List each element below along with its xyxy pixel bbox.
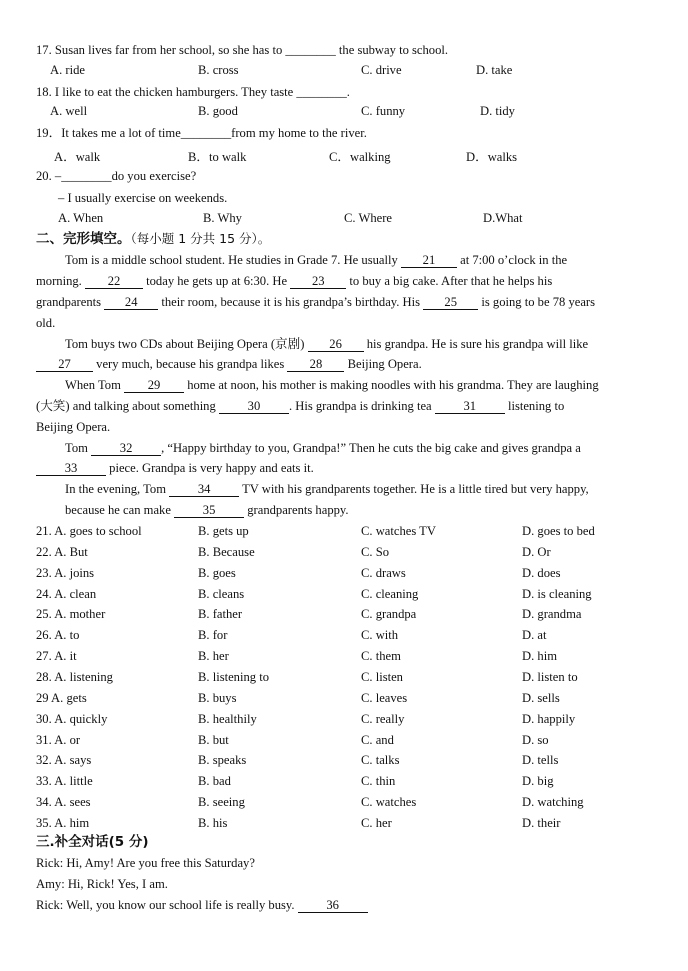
cloze-option-28-b: B. listening to: [198, 669, 270, 684]
cloze-option-23-a: 23. A. joins: [36, 565, 95, 580]
question-17-option-d: D. take: [476, 63, 513, 77]
question-20-option-a: A. When: [58, 211, 104, 225]
cloze-option-35-a: 35. A. him: [36, 815, 90, 830]
question-17-stem: 17. Susan lives far from her school, so she has to ________ the subway to school.: [36, 43, 449, 57]
section-2-heading: [36, 231, 270, 247]
blank-24: 24: [104, 296, 158, 310]
question-20-option-d: D.What: [483, 211, 523, 225]
cloze-option-24-c: C. cleaning: [361, 586, 419, 601]
cloze-option-33-b: B. bad: [198, 774, 231, 789]
cloze-option-32-d: D. tells: [522, 753, 559, 768]
question-19-option-a: A．walk: [54, 150, 101, 164]
cloze-option-28-c: C. listen: [361, 669, 403, 684]
cloze-option-25-a: 25. A. mother: [36, 607, 106, 622]
dialogue-line-2: Amy: Hi, Rick! Yes, I am.: [36, 877, 168, 891]
cloze-option-23-c: C. draws: [361, 565, 406, 580]
cloze-option-33-c: C. thin: [361, 774, 396, 789]
question-20-reply: – I usually exercise on weekends.: [58, 191, 228, 205]
blank-33: 33: [36, 462, 106, 476]
question-20-option-b: B. Why: [203, 211, 242, 225]
passage-p2-line-2: 27 very much, because his grandpa likes 28 Beijing Opera.: [36, 356, 422, 372]
question-18-stem: 18. I like to eat the chicken hamburgers. They taste ________.: [36, 85, 350, 99]
cloze-option-24-b: B. cleans: [198, 586, 245, 601]
cloze-option-21-c: C. watches TV: [361, 524, 436, 538]
passage-p5-line-2: because he can make 35 grandparents happy.: [65, 503, 349, 517]
blank-30: 30: [219, 400, 289, 414]
passage-p4-line-2: 33 piece. Grandpa is very happy and eats it.: [36, 460, 314, 476]
cloze-option-35-d: D. their: [522, 815, 561, 830]
cloze-option-22-a: 22. A. But: [36, 544, 88, 559]
section-2-note: （每小题 1 分共 15 分）。: [130, 231, 271, 246]
dialogue-line-3: Rick: Well, you know our school life is really busy. 36: [36, 897, 368, 913]
cloze-option-24-d: D. is cleaning: [522, 586, 592, 601]
cloze-option-31-b: B. but: [198, 732, 229, 747]
question-19-stem: 19．It takes me a lot of time________from my home to the river.: [36, 126, 367, 140]
blank-26: 26: [308, 338, 364, 352]
blank-29: 29: [124, 379, 184, 393]
passage-p3-line-1: When Tom 29 home at noon, his mother is making noodles with his grandma. They are laughing: [65, 378, 599, 392]
dialogue-line-1: Rick: Hi, Amy! Are you free this Saturday?: [36, 856, 255, 870]
cloze-option-26-c: C. with: [361, 628, 399, 643]
question-18-option-b: B. good: [198, 104, 238, 118]
question-18-option-a: A. well: [50, 104, 88, 118]
passage-p1-line-2: morning. 22 today he gets up at 6:30. He 23 to buy a big cake. After that he helps his: [36, 274, 553, 288]
cloze-option-26-b: B. for: [198, 628, 228, 643]
question-20-stem: 20. –________do you exercise?: [36, 169, 197, 183]
cloze-option-22-b: B. Because: [198, 544, 255, 559]
cloze-option-33-a: 33. A. little: [36, 774, 93, 789]
cloze-option-31-c: C. and: [361, 732, 394, 747]
blank-36: 36: [298, 899, 368, 913]
cloze-option-21-d: D. goes to bed: [522, 524, 595, 538]
passage-p1-line-3: grandparents 24 their room, because it is his grandpa’s birthday. His 25 is going to be 78 years: [36, 295, 596, 309]
blank-34: 34: [169, 483, 239, 497]
cloze-option-29-a: 29 A. gets: [36, 690, 87, 705]
cloze-option-29-c: C. leaves: [361, 690, 408, 705]
cloze-option-22-c: C. So: [361, 544, 389, 559]
passage-p4-line-1: Tom 32 , “Happy birthday to you, Grandpa!” Then he cuts the big cake and gives grandpa a: [65, 441, 581, 455]
question-19-option-b: B．to walk: [188, 150, 247, 164]
cloze-option-27-b: B. her: [198, 649, 229, 664]
passage-p2-line-1: Tom buys two CDs about Beijing Opera (京剧) 26 his grandpa. He is sure his grandpa will like: [65, 337, 589, 351]
cloze-option-30-c: C. really: [361, 711, 405, 726]
blank-32: 32: [91, 442, 161, 456]
cloze-option-27-d: D. him: [522, 649, 557, 664]
question-18-option-c: C. funny: [361, 104, 406, 118]
cloze-option-31-d: D. so: [522, 732, 549, 747]
question-19-option-c: C．walking: [329, 150, 391, 164]
cloze-option-30-b: B. healthily: [198, 711, 257, 726]
blank-35: 35: [174, 504, 244, 518]
cloze-option-25-c: C. grandpa: [361, 607, 417, 622]
cloze-option-27-c: C. them: [361, 649, 401, 664]
passage-p5-line-1: In the evening, Tom 34 TV with his grandparents together. He is a little tired but very happy,: [65, 482, 589, 496]
cloze-option-29-b: B. buys: [198, 690, 237, 705]
question-17-option-b: B. cross: [198, 63, 239, 77]
cloze-option-23-d: D. does: [522, 565, 561, 580]
blank-22: 22: [85, 275, 143, 289]
cloze-option-34-d: D. watching: [522, 795, 584, 810]
cloze-option-34-b: B. seeing: [198, 795, 245, 810]
cloze-option-24-a: 24. A. clean: [36, 586, 97, 601]
section-3-title: 三.补全对话(5 分): [36, 834, 149, 850]
cloze-option-21-b: B. gets up: [198, 524, 249, 538]
cloze-option-25-d: D. grandma: [522, 607, 582, 622]
blank-31: 31: [435, 400, 505, 414]
passage-p3-line-3: Beijing Opera.: [36, 420, 111, 434]
question-17-option-a: A. ride: [50, 63, 85, 77]
section-2-title: 二、完形填空。: [36, 231, 131, 247]
question-18-option-d: D. tidy: [480, 104, 515, 118]
cloze-option-26-d: D. at: [522, 628, 547, 643]
cloze-option-25-b: B. father: [198, 607, 243, 622]
question-17-option-c: C. drive: [361, 63, 402, 77]
cloze-option-29-d: D. sells: [522, 690, 560, 705]
cloze-option-21-a: 21. A. goes to school: [36, 524, 142, 538]
cloze-option-26-a: 26. A. to: [36, 628, 80, 643]
cloze-option-32-a: 32. A. says: [36, 753, 92, 768]
blank-25: 25: [423, 296, 478, 310]
passage-p1-line-1: Tom is a middle school student. He studies in Grade 7. He usually 21 at 7:00 o’clock in the: [65, 253, 568, 267]
question-20-option-c: C. Where: [344, 211, 393, 225]
cloze-option-35-b: B. his: [198, 815, 228, 830]
passage-p3-line-2: (大笑) and talking about something 30 . His grandpa is drinking tea 31 listening to: [36, 399, 565, 413]
cloze-option-23-b: B. goes: [198, 565, 236, 580]
cloze-option-34-c: C. watches: [361, 795, 417, 810]
cloze-option-28-d: D. listen to: [522, 669, 578, 684]
passage-p1-line-4: old.: [36, 316, 56, 330]
blank-27: 27: [36, 358, 93, 372]
blank-23: 23: [290, 275, 346, 289]
cloze-option-33-d: D. big: [522, 774, 554, 789]
cloze-option-27-a: 27. A. it: [36, 649, 77, 664]
cloze-option-35-c: C. her: [361, 815, 392, 830]
cloze-option-31-a: 31. A. or: [36, 732, 81, 747]
cloze-option-34-a: 34. A. sees: [36, 795, 91, 810]
cloze-option-28-a: 28. A. listening: [36, 669, 113, 684]
cloze-option-32-b: B. speaks: [198, 753, 247, 768]
question-19-option-d: D．walks: [466, 150, 518, 164]
cloze-option-22-d: D. Or: [522, 544, 551, 559]
cloze-option-30-a: 30. A. quickly: [36, 711, 108, 726]
blank-28: 28: [287, 358, 344, 372]
cloze-option-30-d: D. happily: [522, 711, 576, 726]
blank-21: 21: [401, 254, 457, 268]
cloze-option-32-c: C. talks: [361, 753, 400, 768]
